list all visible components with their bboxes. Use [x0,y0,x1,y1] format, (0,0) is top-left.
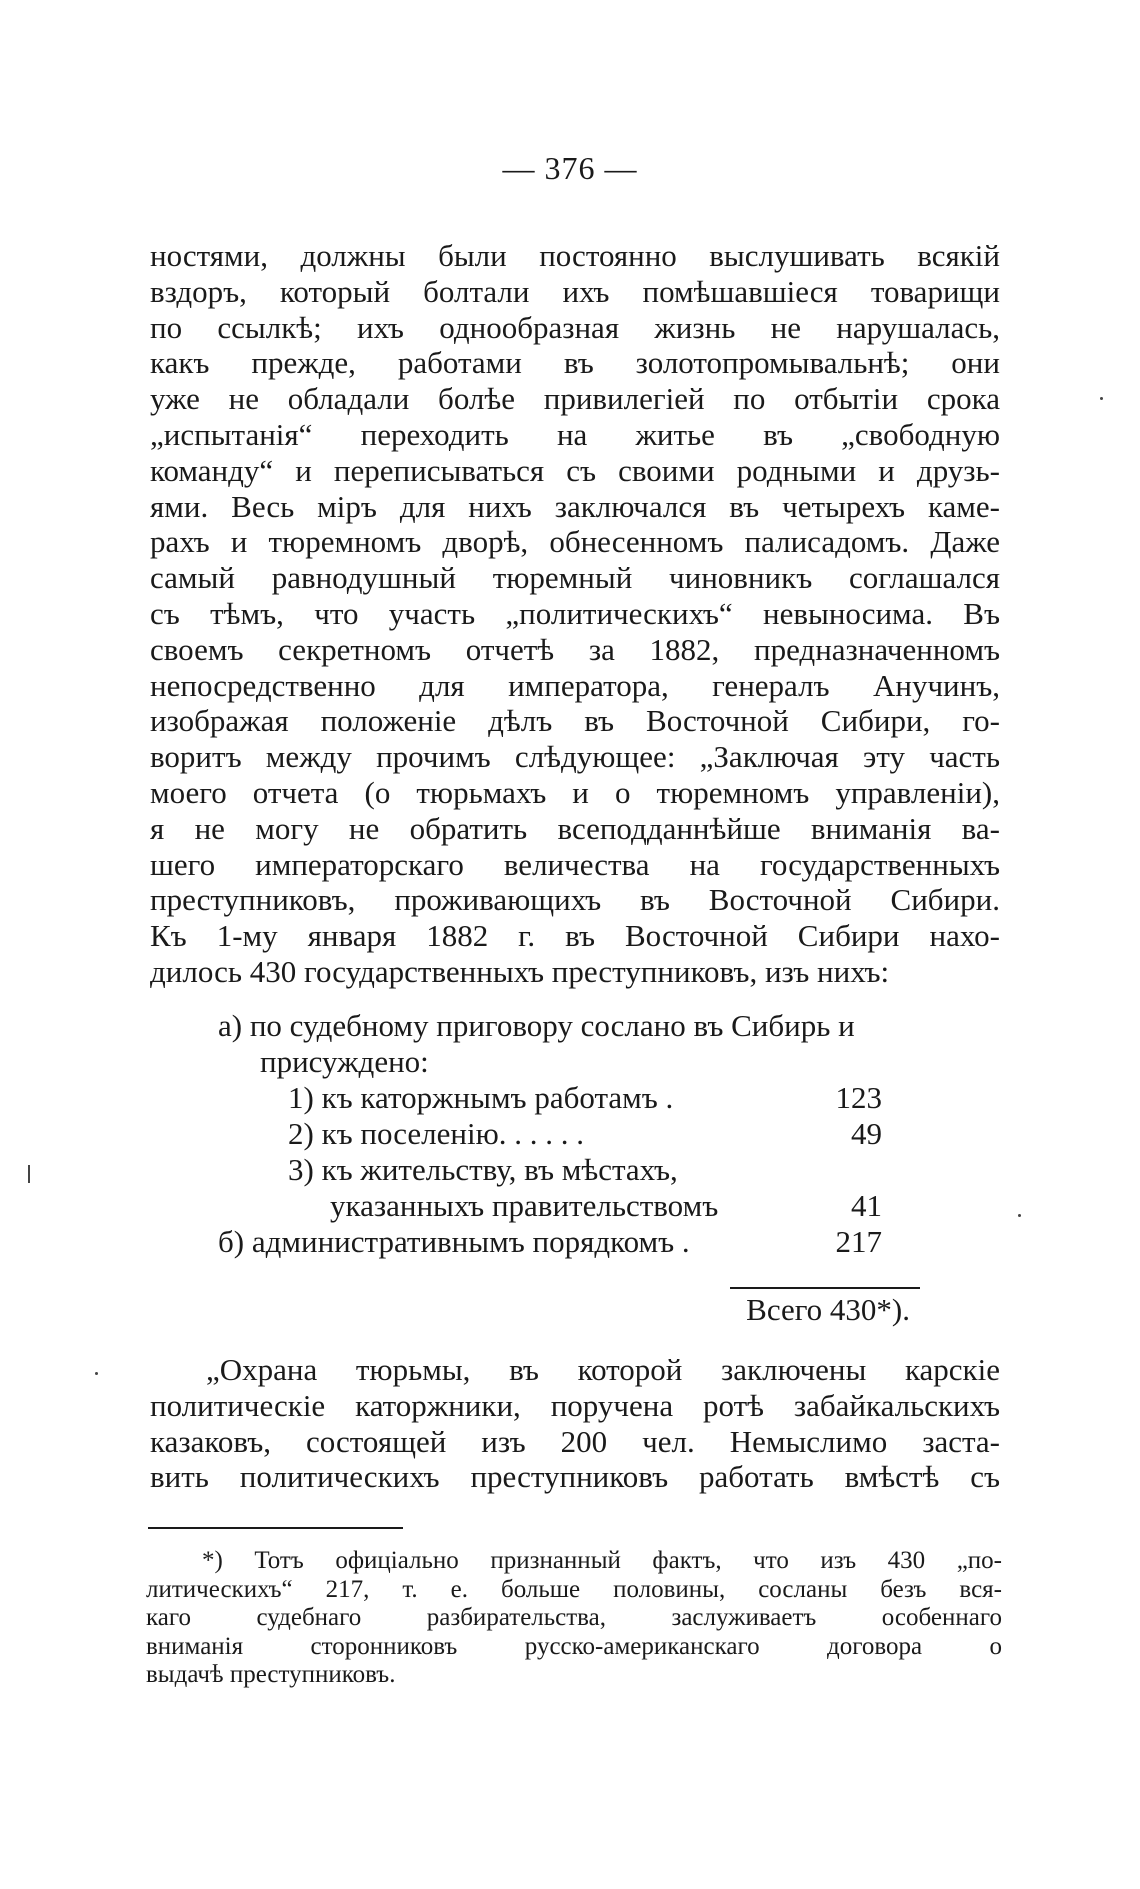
list-label: 3) къ жительству, въ мѣстахъ, [288,1152,678,1187]
text-line: моего отчета (о тюрьмахъ и о тюремномъ управленіи), [150,774,1000,810]
footnote-line: *) Тотъ офиціально признанный фактъ, что изъ 430 „по- [202,1547,1002,1574]
text-line: по ссылкѣ; ихъ однообразная жизнь не нарушалась, [150,309,1000,345]
list-value: 49 [851,1116,882,1151]
scan-speck [1100,397,1103,400]
list-label: а) по судебному приговору сослано въ Сибирь и [218,1008,855,1043]
text-line: уже не обладали болѣе привилегіей по отбытіи срока [150,381,1000,417]
footnote-line: литическихъ“ 217, т. е. больше половины, сосланы безъ вся- [146,1575,1002,1603]
text-line: съ тѣмъ, что участь „политическихъ“ невыносима. Въ [150,595,1000,631]
text-line: Къ 1-му января 1882 г. въ Восточной Сибири нахо- [150,918,1000,954]
text-line: ностями, должны были постоянно выслушивать всякій [150,238,1000,273]
footnote-line: каго судебнаго разбирательства, заслуживаетъ особеннаго [146,1604,1002,1631]
list-row-1 [150,1080,1000,1116]
text-line: шего императорскаго величества на государственныхъ [150,846,1000,882]
text-line: самый равнодушный тюремный чиновникъ соглашался [150,560,1000,596]
paragraph-2 [150,1352,1000,1495]
footnote-line: вниманія сторонниковъ русско-американскаго договора о [146,1632,1002,1660]
text-line: дилось 430 государственныхъ преступниковъ, изъ нихъ: [150,953,890,989]
scan-speck [95,1372,98,1375]
text-line: вить политическихъ преступниковъ работать вмѣстѣ съ [150,1459,1000,1495]
paragraph-1 [150,238,1000,990]
footnote-line: выдачѣ преступниковъ. [146,1661,396,1688]
scan-speck [1018,1214,1021,1217]
text-line: „Охрана тюрьмы, въ которой заключены карскіе [206,1352,1000,1387]
text-line: команду“ и переписываться съ своими родными и друзь- [150,452,1000,488]
list-total: Всего 430*). [746,1292,910,1327]
scan-speck [28,1165,30,1183]
prisoner-breakdown-list [150,1008,1000,1260]
list-row-b [150,1224,1000,1260]
list-label: б) административнымъ порядкомъ . [218,1224,690,1259]
text-line: я не могу не обратить всеподданнѣйше вниманія ва- [150,810,1000,846]
list-row-3 [150,1152,1000,1188]
total-rule [730,1287,920,1289]
page-number: — 376 — [502,150,638,186]
list-row-3-cont [150,1188,1000,1224]
list-row-2 [150,1116,1000,1152]
text-line: воритъ между прочимъ слѣдующее: „Заключая эту часть [150,739,1000,775]
list-row-a-cont [150,1044,1000,1080]
footnote-rule [148,1527,403,1529]
text-line: казаковъ, состоящей изъ 200 чел. Немыслимо заста- [150,1423,1000,1459]
list-row-a [150,1008,1000,1044]
footnote [146,1547,1002,1690]
list-label: указанныхъ правительствомъ [330,1188,719,1223]
text-line: непосредственно для императора, генералъ Анучинъ, [150,667,1000,703]
text-line: какъ прежде, работами въ золотопромывальнѣ; они [150,345,1000,381]
list-value: 123 [835,1080,882,1115]
list-label: 1) къ каторжнымъ работамъ . [288,1080,674,1115]
text-line: рахъ и тюремномъ дворѣ, обнесенномъ палисадомъ. Даже [150,524,1000,560]
text-line: преступниковъ, проживающихъ въ Восточной Сибири. [150,882,1000,918]
text-line: изображая положеніе дѣлъ въ Восточной Сибири, го- [150,703,1000,739]
text-line: вздоръ, который болтали ихъ помѣшавшіеся товарищи [150,273,1000,309]
text-line: „испытанія“ переходить на житье въ „свободную [150,416,1000,452]
list-value: 217 [835,1224,882,1259]
list-value: 41 [851,1188,882,1223]
list-label: присуждено: [260,1044,429,1079]
text-line: политическіе каторжники, поручена ротѣ забайкальскихъ [150,1387,1000,1423]
text-line: своемъ секретномъ отчетѣ за 1882, предназначенномъ [150,631,1000,667]
list-label: 2) къ поселенію. . . . . . [288,1116,585,1151]
text-line: ями. Весь міръ для нихъ заключался въ четырехъ каме- [150,488,1000,524]
